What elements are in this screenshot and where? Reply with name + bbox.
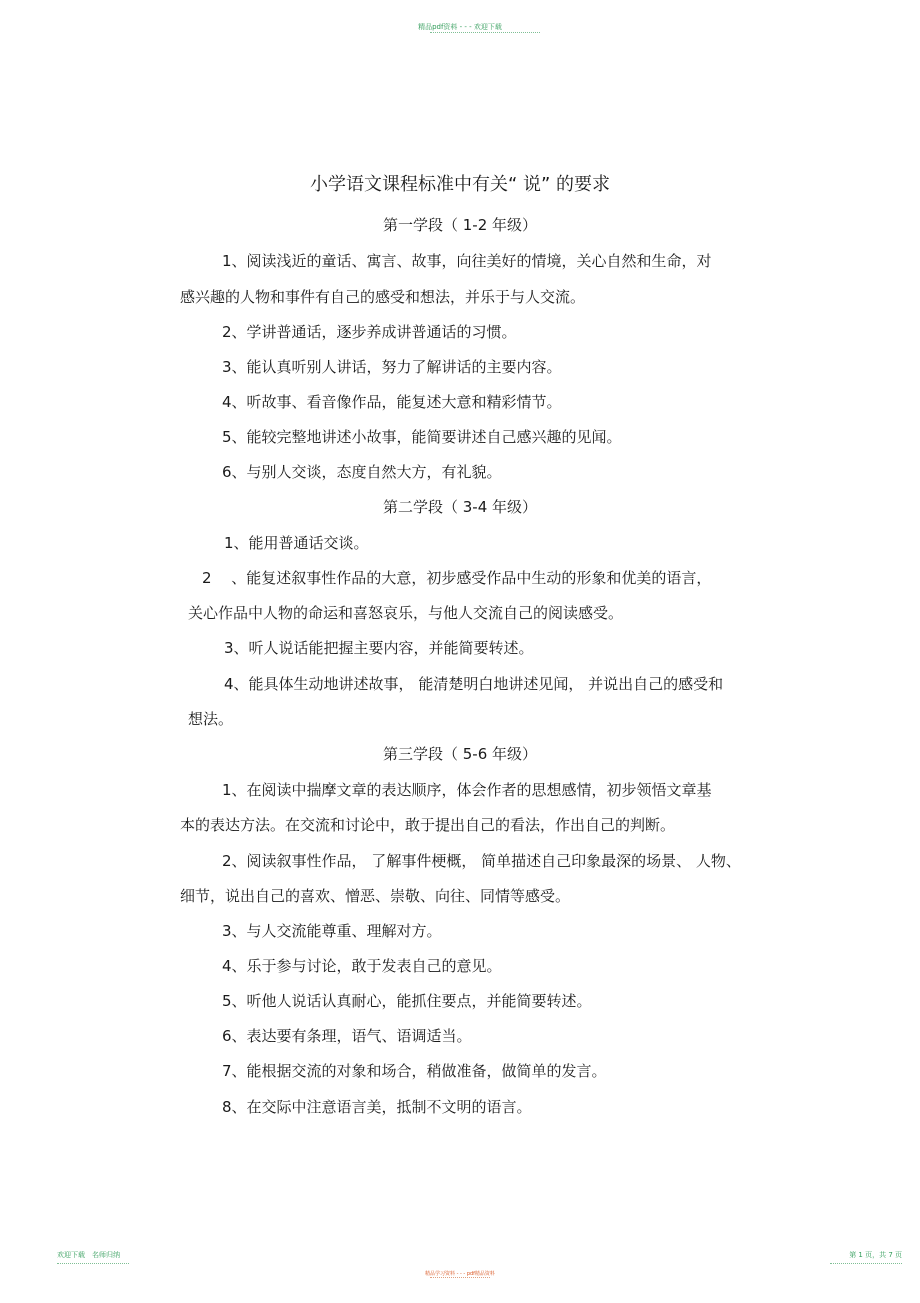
stage-3-line: 8、在交际中注意语言美，抵制不文明的语言。 — [222, 1098, 532, 1116]
stage-1-line: 6、与别人交谈，态度自然大方，有礼貌。 — [222, 463, 502, 481]
stage-3-line: 5、听他人说话认真耐心，能抓住要点，并能简要转述。 — [222, 992, 592, 1010]
stage-1-heading: 第一学段（ 1-2 年级） — [382, 216, 538, 234]
stage-3-line: 细节，说出自己的喜欢、憎恶、崇敬、向往、同情等感受。 — [180, 887, 571, 905]
footer-left-watermark: 欢迎下载 名师归纳 — [57, 1251, 120, 1259]
stage-3-line: 本的表达方法。在交流和讨论中，敢于提出自己的看法，作出自己的判断。 — [180, 816, 676, 834]
stage-1-line: 5、能较完整地讲述小故事，能简要讲述自己感兴趣的见闻。 — [222, 428, 622, 446]
stage-3-line: 4、乐于参与讨论，敢于发表自己的意见。 — [222, 957, 502, 975]
header-dotted-rule — [430, 32, 540, 35]
stage-3-line: 3、与人交流能尊重、理解对方。 — [222, 922, 442, 940]
footer-left-dotted-rule — [57, 1263, 129, 1264]
stage-1-line: 4、听故事、看音像作品，能复述大意和精彩情节。 — [222, 393, 562, 411]
stage-2-line: 关心作品中人物的命运和喜怒哀乐，与他人交流自己的阅读感受。 — [188, 604, 624, 622]
footer-right-dotted-rule — [830, 1263, 902, 1264]
footer-center-watermark: 精品学习资料 - - - pdf精品资料 — [425, 1271, 495, 1277]
footer-center-dotted-rule — [430, 1277, 490, 1278]
stage-3-line: 2、阅读叙事性作品， 了解事件梗概， 简单描述自己印象最深的场景、 人物、 — [222, 852, 741, 870]
page-number: 第 1 页，共 7 页 — [849, 1251, 902, 1259]
stage-1-line: 1、阅读浅近的童话、寓言、故事，向往美好的情境，关心自然和生命，对 — [222, 252, 712, 270]
stage-1-line: 2、学讲普通话，逐步养成讲普通话的习惯。 — [222, 323, 517, 341]
stage-2-line: 2 、能复述叙事性作品的大意，初步感受作品中生动的形象和优美的语言， — [202, 569, 712, 587]
stage-1-line: 3、能认真听别人讲话，努力了解讲话的主要内容。 — [222, 358, 562, 376]
page-title: 小学语文课程标准中有关“ 说” 的要求 — [309, 174, 611, 195]
stage-2-heading: 第二学段（ 3-4 年级） — [382, 498, 538, 516]
stage-2-line: 3、听人说话能把握主要内容，并能简要转述。 — [224, 639, 534, 657]
stage-3-heading: 第三学段（ 5-6 年级） — [382, 745, 538, 763]
stage-2-line: 想法。 — [188, 710, 234, 728]
stage-1-line: 感兴趣的人物和事件有自己的感受和想法，并乐于与人交流。 — [180, 288, 586, 306]
stage-3-line: 1、在阅读中揣摩文章的表达顺序，体会作者的思想感情，初步领悟文章基 — [222, 781, 712, 799]
stage-3-line: 6、表达要有条理，语气、语调适当。 — [222, 1027, 472, 1045]
stage-3-line: 7、能根据交流的对象和场合，稍做准备，做简单的发言。 — [222, 1062, 607, 1080]
stage-2-line: 1、能用普通话交谈。 — [224, 534, 369, 552]
stage-2-line: 4、能具体生动地讲述故事， 能清楚明白地讲述见闻， 并说出自己的感受和 — [224, 675, 724, 693]
header-watermark: 精品pdf资料 - - - 欢迎下载 — [418, 23, 502, 31]
